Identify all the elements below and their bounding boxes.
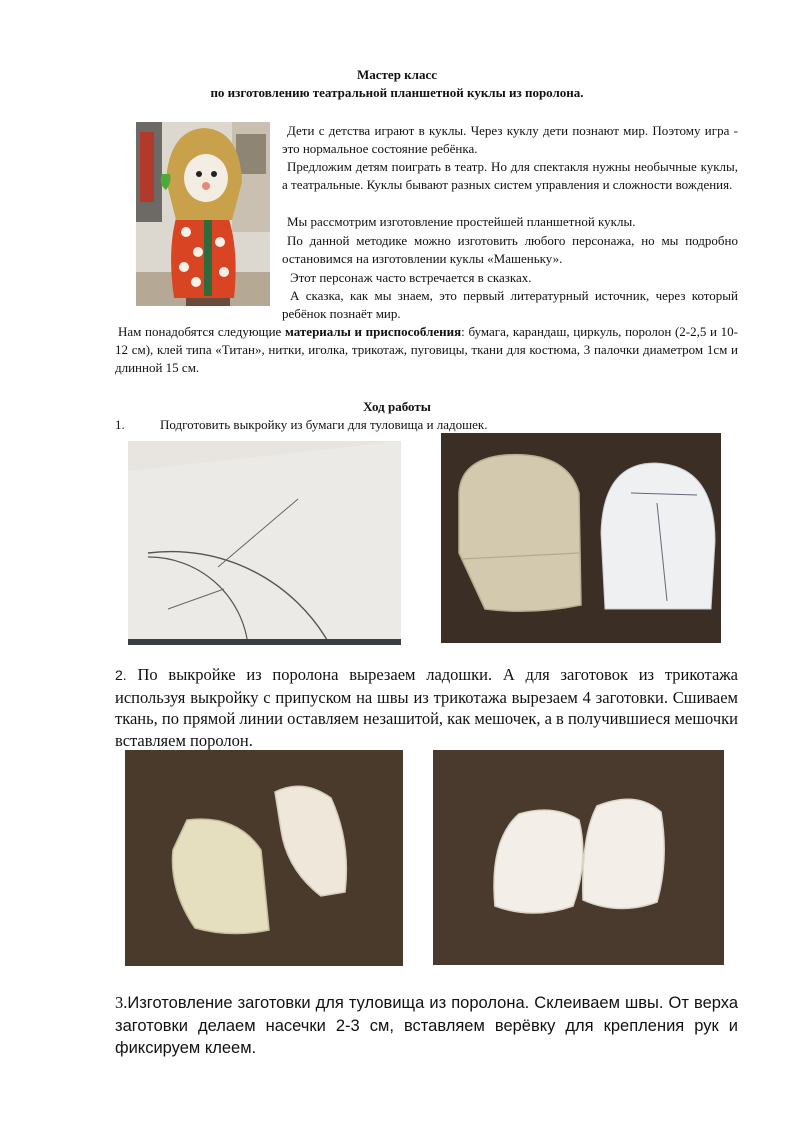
page-title: Мастер класс: [357, 67, 437, 82]
materials-bold: материалы и приспособления: [284, 324, 462, 339]
intro-paragraph-3: Мы рассмотрим изготовление простейшей планшетной куклы.: [287, 214, 636, 229]
materials-lead: Нам понадобятся следующие: [118, 324, 282, 339]
step1-number: 1.: [115, 417, 125, 432]
intro-paragraph-2: Предложим детям поиграть в театр. Но для спектакля нужны необычные куклы, а театральные. Куклы бывают разных систем управления и сложности вождения.: [282, 159, 738, 193]
page-subtitle: по изготовлению театральной планшетной куклы из поролона.: [210, 85, 584, 100]
intro-paragraph-6: А сказка, как мы знаем, это первый литературный источник, через который ребёнок познаёт мир.: [282, 288, 738, 322]
step1-text: Подготовить выкройку из бумаги для туловища и ладошек.: [160, 417, 488, 432]
step2-number: 2.: [115, 667, 127, 683]
step3-text: Изготовление заготовки для туловища из поролона. Склеиваем швы. От верха заготовки делаем насечки 2-3 см, вставляем верёвку для крепления рук и фиксируем клеем.: [115, 994, 738, 1057]
palm-pattern-photo: [441, 433, 721, 643]
workflow-title: Ход работы: [363, 399, 431, 414]
intro-paragraph-4: По данной методике можно изготовить любого персонажа, но мы подробно остановимся на изготовлении куклы «Машеньку».: [282, 233, 738, 267]
foam-palms-photo: [125, 750, 403, 966]
paper-pattern-photo: [128, 441, 401, 645]
intro-paragraph-1: Дети с детства играют в куклы. Через куклу дети познают мир. Поэтому игра - это нормальное состояние ребёнка.: [282, 123, 738, 157]
doll-photo: [136, 122, 270, 306]
step3-paragraph: [115, 992, 738, 1060]
intro-paragraph-5: Этот персонаж часто встречается в сказках.: [290, 270, 532, 285]
materials-rest: : бумага, карандаш, циркуль, поролон (2-2,5 и 10-12 см), клей типа «Титан», нитки, иголка, трикотаж, пуговицы, ткани для костюма, 3 палочки диаметром 1см и длинной 15 см.: [115, 324, 738, 376]
step2-paragraph: [115, 664, 738, 751]
knit-palms-photo: [433, 750, 724, 965]
step3-number: 3.: [115, 993, 128, 1012]
materials-paragraph: [115, 323, 738, 378]
step2-text: По выкройке из поролона вырезаем ладошки. А для заготовок из трикотажа используя выкройку с припуском на швы из трикотажа вырезаем 4 заготовки. Сшиваем ткань, по прямой линии оставляем незашитой, как мешочек, а в получившиеся мешочки вставляем поролон.: [115, 665, 739, 750]
